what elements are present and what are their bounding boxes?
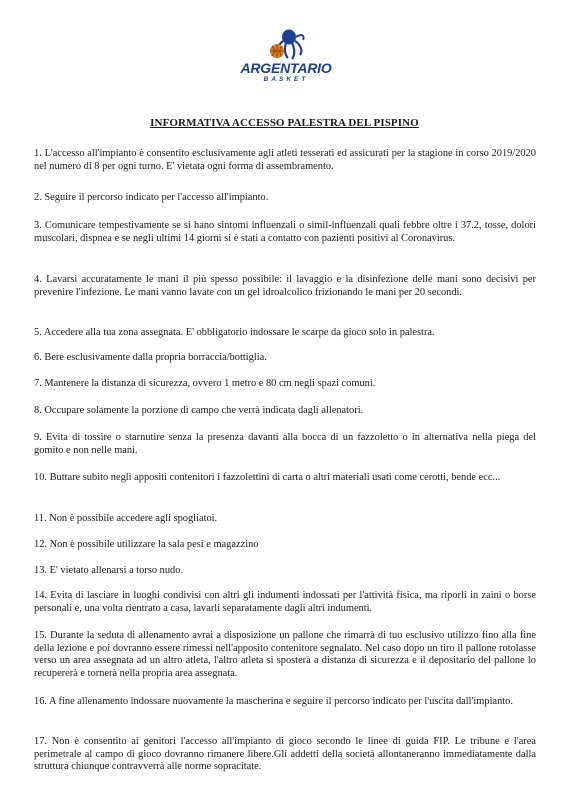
rule-item-9: 9. Evita di tossire o starnutire senza la presenza davanti alla bocca di un fazzoletto o in alternativa nella piega del gomito e non nelle mani. <box>34 432 536 456</box>
rule-item-16: 16. A fine allenamento indossare nuovamente la mascherina e seguire il percorso indicato per l'uscita dall'impianto. <box>34 696 513 707</box>
page-title: INFORMATIVA ACCESSO PALESTRA DEL PISPINO <box>150 117 419 129</box>
rule-item-7: 7. Mantenere la distanza di sicurezza, ovvero 1 metro e 80 cm negli spazi comuni. <box>34 378 376 389</box>
rule-item-5: 5. Accedere alla tua zona assegnata. E' obbligatorio indossare le scarpe da gioco solo in palestra. <box>34 327 435 338</box>
rule-item-12: 12. Non è possibile utilizzare la sala pesi e magazzino <box>34 539 259 550</box>
rule-item-13: 13. E' vietato allenarsi a torso nudo. <box>34 565 184 576</box>
rule-item-14: 14. Evita di lasciare in luoghi condivisi con altri gli indumenti indossati per l'attività fisica, ma riporli in zaini o borse personali e, una volta rientrato a casa, lavarli separatamente dagli altri indumenti. <box>34 590 536 614</box>
logo-name: ARGENTARIO <box>240 60 332 76</box>
rule-item-10: 10. Buttare subito negli appositi contenitori i fazzolettini di carta o altri materiali usati come cerotti, bende ecc... <box>34 472 501 483</box>
rule-item-15: 15. Durante la seduta di allenamento avrai a disposizione un pallone che rimarrà di tuo esclusivo utilizzo fino alla fine della lezione e poi dovranno essere rimessi nell'apposito contenitore segnalato. Nel caso dopo un tiro il pallone rotolasse verso un area assegnata ad un altro atleta, l'altro atleta si sposterà a distanza di sicurezza e il depositario del pallone lo recupererà e tornerà nella propria area assegnata. <box>34 630 536 679</box>
rule-item-17: 17. Non è consentito ai genitori l'accesso all'impianto di gioco secondo le linee di guida FIP. Le tribune e l'area perimetrale al campo di gioco dovranno rimanere libere.Gli addetti della società allontaneranno immediatamente dalla struttura chiunque contravverrà alle norme sopracitate. <box>34 736 536 772</box>
logo-subtitle: BASKET <box>263 76 309 83</box>
rule-item-8: 8. Occupare solamente la porzione di campo che verrà indicata dagli allenatori. <box>34 405 364 416</box>
rule-item-1: 1. L'accesso all'impianto è consentito esclusivamente agli atleti tesserati ed assicurati per la stagione in corso 2019/2020 nel numero di 8 per ogni turno. E' vietata ogni forma di assembramento. <box>34 148 536 172</box>
basketball-octopus-icon <box>239 28 333 62</box>
rule-item-6: 6. Bere esclusivamente dalla propria borraccia/bottiglia. <box>34 352 267 363</box>
rule-item-2: 2. Seguire il percorso indicato per l'accesso all'impianto. <box>34 192 269 203</box>
rule-item-3: 3. Comunicare tempestivamente se si hano sintomi influenzali o simil-influenzali quali febbre oltre i 37.2, tosse, dolori muscolari, dispnea e se negli ultimi 14 giorni si è stati a contatto con pazienti positivi al Coronavirus. <box>34 220 536 244</box>
rule-item-4: 4. Lavarsi accuratamente le mani il più spesso possibile: il lavaggio e la disinfezione delle mani sono decisivi per prevenire l'infezione. Le mani vanno lavate con un gel idroalcolico frizionando le mani per 20 secondi. <box>34 274 536 298</box>
argentario-basket-logo <box>239 28 333 98</box>
rule-item-11: 11. Non è possibile accedere agli spogliatoi. <box>34 513 218 524</box>
